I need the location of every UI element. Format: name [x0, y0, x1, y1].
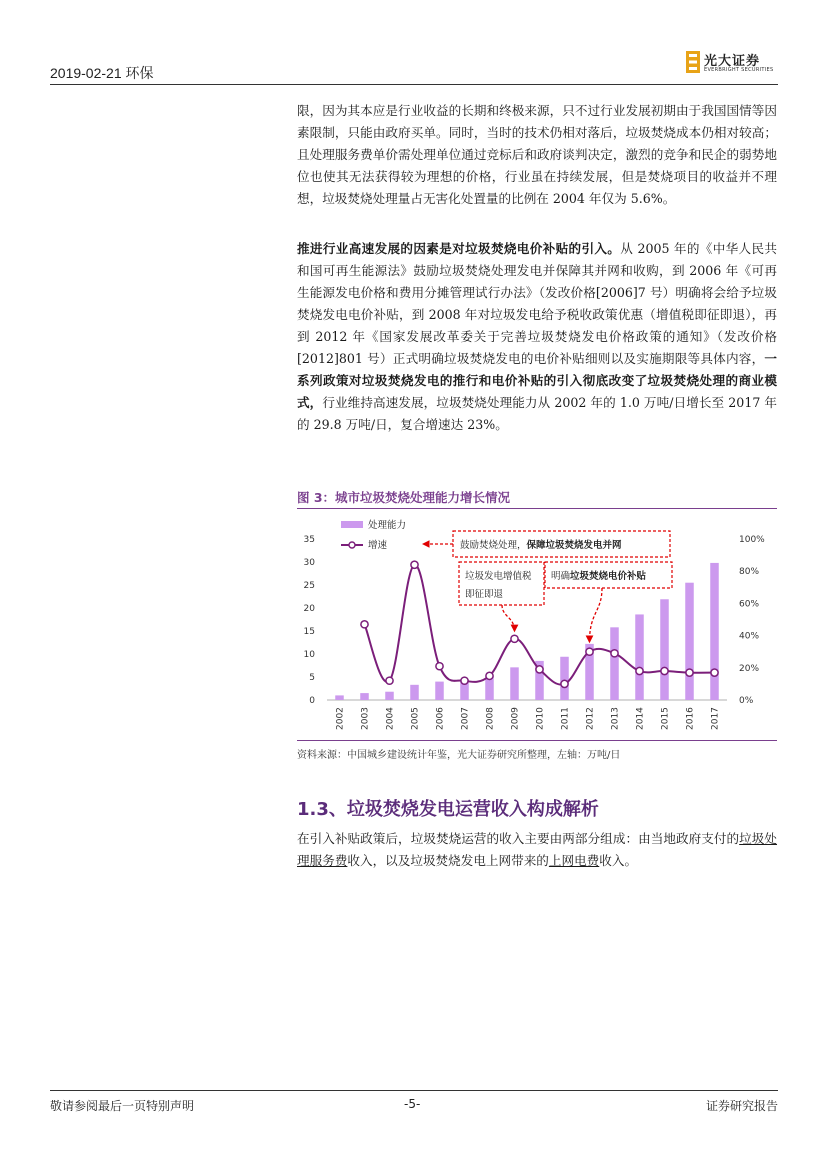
growth-rate-point	[486, 672, 493, 679]
right-tick-label: 60%	[739, 599, 760, 610]
figure-bottom-rule	[297, 740, 777, 741]
annotation-1-bold: 保障垃圾焚烧发电并网	[526, 540, 622, 551]
x-tick-label: 2012	[585, 707, 596, 730]
brand-logo	[686, 48, 778, 78]
paragraph-2-text	[297, 238, 777, 436]
paragraph-2-bold-lead: 推进行业高速发展的因素是对垃圾焚烧电价补贴的引入。	[297, 241, 621, 256]
body-paragraph-2	[297, 238, 777, 436]
paragraph-3-text	[297, 828, 777, 872]
legend-swatch-capacity	[341, 521, 363, 528]
legend-label-growth: 增速	[368, 540, 388, 551]
x-tick-label: 2002	[335, 707, 346, 730]
capacity-bar	[660, 599, 669, 700]
figure-source: 资料来源：中国城乡建设统计年鉴，光大证券研究所整理，左轴：万吨/日	[297, 750, 621, 761]
figure-top-rule	[297, 508, 777, 509]
annotation-2-line1: 垃圾发电增值税	[465, 571, 532, 582]
capacity-bar	[710, 563, 719, 700]
footer-report-type: 证券研究报告	[705, 1099, 778, 1113]
legend-label-capacity: 处理能力	[368, 520, 407, 531]
x-tick-label: 2011	[560, 707, 571, 730]
right-tick-label: 100%	[739, 535, 765, 545]
growth-rate-point	[461, 677, 468, 684]
paragraph-1-text: 限，因为其本应是行业收益的长期和终极来源，只不过行业发展初期由于我国国情等因素限制，只能由政府买单。同时，当时的技术仍相对落后，垃圾焚烧成本仍相对较高；且处理服务费单价需处理单位通过竞标后和政府谈判决定，激烈的竞争和民企的弱势地位也使其无法获得较为理想的价格，行业虽在持续发展，但是焚烧项目的收益并不理想，垃圾焚烧处理量占无害化处置量的比例在 2004 年仅为 5.6%。	[297, 103, 777, 206]
page-header	[50, 54, 778, 84]
left-tick-label: 35	[303, 535, 315, 545]
paragraph-3-underline-2: 上网电费	[548, 853, 600, 868]
paragraph-2-end: 行业维持高速发展，垃圾焚烧处理能力从 2002 年的 1.0 万吨/日增长至 2017 年的 29.8 万吨/日，复合增速达 23%。	[297, 395, 778, 432]
left-tick-label: 15	[303, 627, 315, 637]
left-tick-label: 0	[309, 696, 315, 706]
capacity-bar	[410, 685, 419, 700]
body-paragraph-3	[297, 828, 777, 872]
paragraph-3-lead: 在引入补贴政策后，垃圾焚烧运营的收入主要由两部分组成：由当地政府支付的	[297, 831, 740, 846]
figure-title: 图 3：城市垃圾焚烧处理能力增长情况	[297, 490, 511, 505]
paragraph-3-mid: 收入，以及垃圾焚烧发电上网带来的	[347, 853, 549, 868]
growth-rate-point	[661, 667, 668, 674]
annotation-2-line2: 即征即退	[465, 589, 504, 600]
growth-rate-point	[436, 663, 443, 670]
x-tick-label: 2007	[460, 707, 471, 730]
legend-marker-growth	[349, 542, 355, 548]
capacity-bar	[560, 657, 569, 700]
capacity-growth-chart	[297, 512, 777, 738]
capacity-bar	[510, 667, 519, 700]
annotation-text-1	[460, 539, 622, 551]
growth-rate-point	[611, 650, 618, 657]
x-tick-label: 2015	[660, 707, 671, 730]
header-date-topic: 2019-02-21 环保	[50, 65, 154, 81]
x-tick-label: 2006	[435, 707, 446, 730]
x-tick-label: 2005	[410, 707, 421, 730]
capacity-bar	[685, 583, 694, 700]
growth-rate-point	[636, 667, 643, 674]
x-tick-label: 2008	[485, 707, 496, 730]
capacity-bar	[360, 693, 369, 700]
x-tick-label: 2013	[610, 707, 621, 730]
capacity-bar	[335, 695, 344, 700]
paragraph-2-mid: 从 2005 年的《中华人民共和国可再生能源法》鼓励垃圾焚烧处理发电并保障其并网和收购，到 2006 年《可再生能源发电价格和费用分摊管理试行办法》（发改价格[2006]7 号）明确将会给予垃圾焚烧发电电价补贴，到 2008 年对垃圾发电给予税收政策优惠（增值税即征即退），再到 2012 年《国家发展改革委关于完善垃圾焚烧发电价格政策的通知》（发改价格[2012]801 号）正式明确垃圾焚烧发电的电价补贴细则以及实施期限等具体内容，	[297, 241, 778, 366]
body-paragraph-1	[297, 100, 777, 210]
x-tick-label: 2016	[685, 707, 696, 730]
logo-name: 光大证券	[704, 54, 761, 69]
capacity-bar	[610, 627, 619, 700]
annotation-3-bold: 垃圾焚烧电价补贴	[570, 571, 647, 582]
annotation-text-3	[551, 570, 647, 582]
x-tick-label: 2009	[510, 707, 521, 730]
growth-rate-point	[411, 561, 418, 568]
footer-page-number: -5-	[404, 1097, 421, 1111]
growth-rate-point	[511, 635, 518, 642]
logo-english: EVERBRIGHT SECURITIES	[704, 67, 774, 73]
right-tick-label: 80%	[739, 567, 760, 578]
footer-divider	[50, 1090, 778, 1091]
x-tick-label: 2010	[535, 707, 546, 730]
x-tick-label: 2003	[360, 707, 371, 730]
right-tick-label: 40%	[739, 631, 760, 642]
growth-rate-point	[361, 621, 368, 628]
capacity-bar	[435, 682, 444, 700]
logo-mark-icon	[686, 51, 700, 73]
growth-rate-point	[711, 669, 718, 676]
left-tick-label: 30	[303, 558, 315, 568]
footer-disclaimer: 敬请参阅最后一页特别声明	[50, 1099, 195, 1113]
right-tick-label: 20%	[739, 663, 760, 674]
growth-rate-point	[561, 680, 568, 687]
x-tick-label: 2017	[710, 707, 721, 730]
annotation-1-normal: 鼓励焚烧处理，	[460, 540, 527, 551]
section-title: 1.3、垃圾焚烧发电运营收入构成解析	[297, 799, 599, 820]
left-tick-label: 25	[303, 581, 315, 591]
capacity-bar	[635, 614, 644, 700]
annotation-3-normal: 明确	[551, 571, 571, 582]
paragraph-3-underline-1: 垃圾处理服务费	[297, 831, 778, 868]
growth-rate-point	[536, 666, 543, 673]
paragraph-2-bold-tail: 一系列政策对垃圾焚烧发电的推行和电价补贴的引入彻底改变了垃圾焚烧处理的商业模式，	[297, 351, 777, 410]
capacity-bar	[385, 692, 394, 700]
x-tick-label: 2004	[385, 707, 396, 730]
paragraph-3-end: 收入。	[599, 853, 638, 868]
x-tick-label: 2014	[635, 707, 646, 730]
annotation-arrow-3	[590, 588, 603, 642]
header-divider	[50, 84, 778, 85]
right-tick-label: 0%	[739, 696, 754, 706]
left-tick-label: 20	[303, 604, 315, 614]
growth-rate-point	[686, 669, 693, 676]
left-tick-label: 10	[303, 650, 315, 660]
annotation-arrow-2	[502, 605, 515, 631]
left-tick-label: 5	[309, 673, 315, 683]
growth-rate-point	[386, 677, 393, 684]
growth-rate-point	[586, 648, 593, 655]
